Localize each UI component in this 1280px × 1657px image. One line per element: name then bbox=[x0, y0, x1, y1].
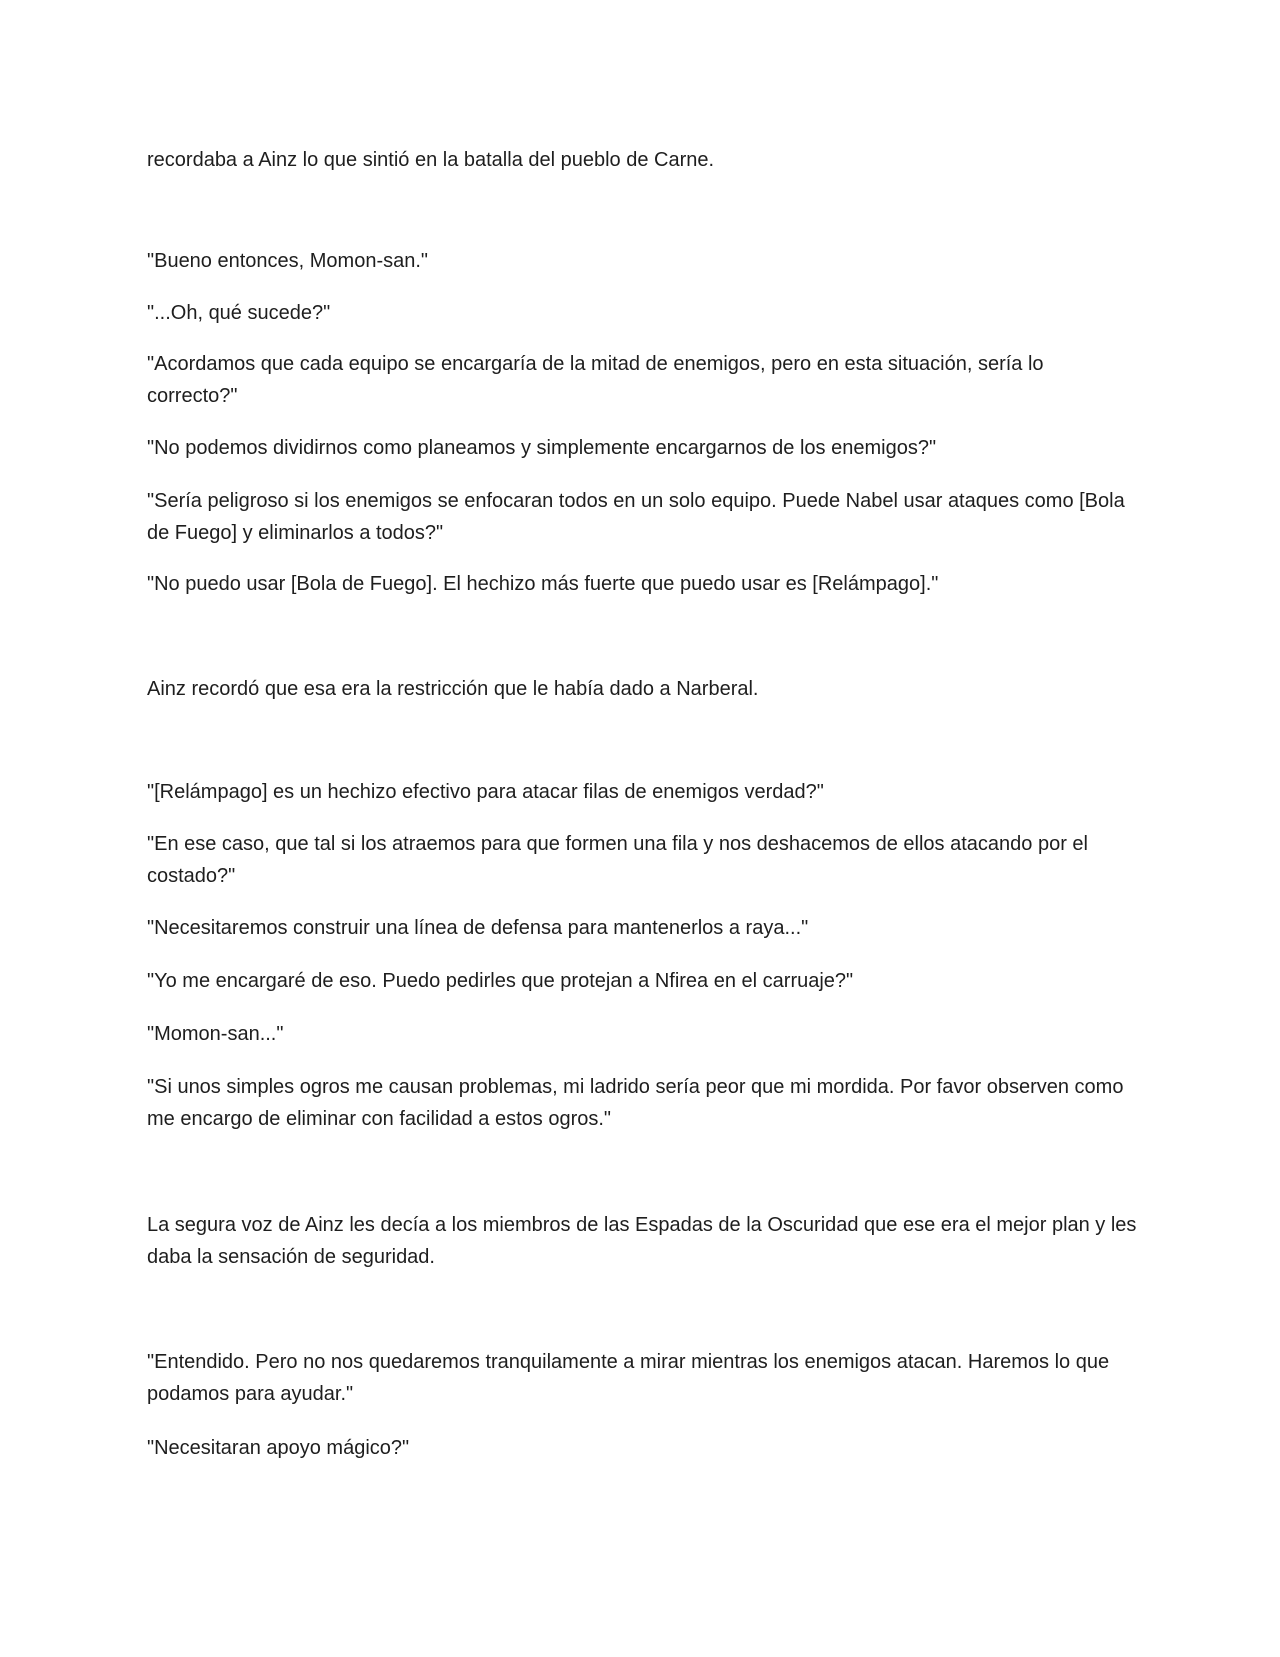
paragraph: "No podemos dividirnos como planeamos y simplemente encargarnos de los enemigos?" bbox=[147, 437, 937, 459]
paragraph: Ainz recordó que esa era la restricción que le había dado a Narberal. bbox=[147, 678, 759, 700]
paragraph: "Bueno entonces, Momon-san." bbox=[147, 250, 429, 272]
paragraph: "Si unos simples ogros me causan problemas, mi ladrido sería peor que mi mordida. Por favor observen como me encargo de eliminar con facilidad a estos ogros." bbox=[147, 1076, 1124, 1130]
paragraph: La segura voz de Ainz les decía a los miembros de las Espadas de la Oscuridad que ese era el mejor plan y les daba la sensación de seguridad. bbox=[147, 1214, 1137, 1268]
paragraph: "Necesitaran apoyo mágico?" bbox=[147, 1437, 410, 1459]
paragraph: "Yo me encargaré de eso. Puedo pedirles que protejan a Nfirea en el carruaje?" bbox=[147, 970, 854, 992]
paragraph: "No puedo usar [Bola de Fuego]. El hechizo más fuerte que puedo usar es [Relámpago]." bbox=[147, 573, 939, 595]
paragraph: recordaba a Ainz lo que sintió en la batalla del pueblo de Carne. bbox=[147, 149, 715, 171]
paragraph: "Acordamos que cada equipo se encargaría de la mitad de enemigos, pero en esta situación, sería lo correcto?" bbox=[147, 353, 1044, 407]
paragraph: "[Relámpago] es un hechizo efectivo para atacar filas de enemigos verdad?" bbox=[147, 781, 824, 803]
paragraph: "En ese caso, que tal si los atraemos para que formen una fila y nos deshacemos de ellos atacando por el costado?" bbox=[147, 833, 1088, 887]
paragraph: "Entendido. Pero no nos quedaremos tranquilamente a mirar mientras los enemigos atacan. Haremos lo que podamos para ayudar." bbox=[147, 1351, 1110, 1405]
paragraph: "Necesitaremos construir una línea de defensa para mantenerlos a raya..." bbox=[147, 917, 809, 939]
paragraph: "...Oh, qué sucede?" bbox=[147, 302, 331, 324]
paragraph: "Momon-san..." bbox=[147, 1023, 284, 1045]
paragraph: "Sería peligroso si los enemigos se enfocaran todos en un solo equipo. Puede Nabel usar ataques como [Bola de Fuego] y eliminarlos a todos?" bbox=[147, 490, 1125, 544]
